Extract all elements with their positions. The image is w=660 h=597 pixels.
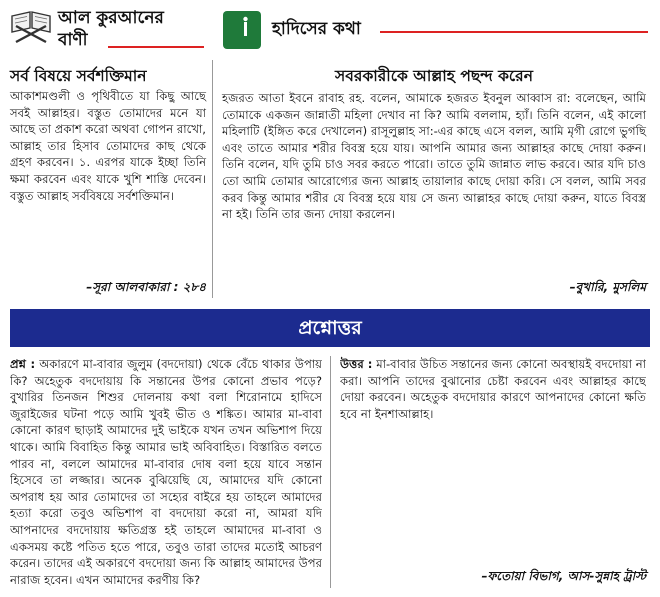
answer-text: মা-বাবার উচিত সন্তানের জন্য কোনো অবস্থায়ই বদদোয়া না করা। আপনি তাদের বুঝানোর চেষ্টা করবেন এবং আল্লাহর কাছে দোয়া করবেন। অহেতুক বদদোয়ার কারণে আপনাদের কোনো ক্ষতি হবে না ইনশাআল্লাহ। <box>340 357 646 421</box>
question-text: অকারণে মা-বাবার জুলুম (বদদোয়া) থেকে বেঁচে থাকার উপায় কি? অহেতুক বদদোয়ায় কি সন্তানের উপর কোনো প্রভাব পড়ে? বুখারির তিনজন শিশুর দোলনায় কথা বলা শিরোনামে হাদিসে জুরাইজের ঘটনা পড়ে আমি খুবই ভীত ও শঙ্কিত। আমার মা-বাবা কোনো কারণ ছাড়াই আমাদের দুই ভাইকে যখন তখন অভিশাপ দিয়ে থাকে। আমি বিবাহিত কিন্তু আমার ভাই অবিবাহিত। বিস্তারিত বলতে পারব না, বললে আমাদের মা-বাবার দোষ বলা হয়ে যাবে সন্তান হিসেবে তা লজ্জার। অনেক বুঝিয়েছি যে, আমাদের যদি কোনো অপরাধ হয় আর তোমাদের তা সহ্যের বাইরে হয় তাহলে আমাদের হত্যা করো তবুও অভিশাপ বা বদদোয়া করো না, আমরা যদি আপনাদের বদদোয়ায় ক্ষতিগ্রস্ত হই তাহলে আমাদের মা-বাবা ও একসময় কষ্টে পতিত হতে পারে, তবুও তারা তাদের মতোই আচরণ করেন। তাদের এই অকারণে বদদোয়া জন্য কি আল্লাহ আমাদের উপর নারাজ হবেন। এখন আমাদের করণীয় কি? <box>10 357 322 587</box>
qa-left-column <box>10 356 322 588</box>
qa-banner <box>10 309 650 347</box>
hadith-header: হাদিসের কথা <box>272 19 361 39</box>
quran-icon <box>8 4 54 44</box>
quran-source: –সূরা আলবাকারা : ২৮৪ <box>86 280 206 294</box>
quran-header-line1: আল কুরআনের <box>58 8 164 28</box>
top-column-divider <box>212 60 213 298</box>
quran-header-line2: বাণী <box>58 30 88 50</box>
hadith-icon <box>222 10 262 50</box>
hadith-header-rule <box>380 31 648 33</box>
hadith-source: –বুখারি, মুসলিম <box>569 280 646 294</box>
qa-right-column <box>340 356 646 566</box>
qa-banner-title: প্রশ্নোত্তর <box>298 317 362 339</box>
answer-label: উত্তর : <box>340 357 373 371</box>
quran-title: সর্ব বিষয়ে সর্বশক্তিমান <box>10 67 147 85</box>
qa-column-divider <box>330 356 331 588</box>
hadith-text: হজরত আতা ইবনে রাবাহ রহ. বলেন, আমাকে হজরত ইবনুল আব্বাস রা: বলেছেন, আমি তোমাকে একজন জান্নাতী মহিলা দেখাব না কি? আমি বললাম, হ্যাঁ। তিনি বলেন, এই কালো মহিলাটি (ইঙ্গিত করে দেখালেন) রাসূলুল্লাহ সা:-এর কাছে এসে বলল, আমি মৃগী রোগে ভুগছি এবং তাতে আমার শরীর বিবস্ত্র হয়ে যায়। আপনি আমার জন্য আল্লাহর কাছে দোয়া করুন। তিনি বলেন, যদি তুমি চাও সবর করতে পারো। তাতে তুমি জান্নাত লাভ করবে। আর যদি চাও তো আমি তোমার আরোগ্যের জন্য আল্লাহ তায়ালার কাছে দোয়া করি। সে বলল, আমি সবর করব কিন্তু আমার শরীর যে বিবস্ত্র হয়ে যায় সে জন্য আল্লাহর কাছে দোয়া করুন, যাতে বিবস্ত্র না হই। তিনি তার জন্য দোয়া করলেন। <box>222 91 646 222</box>
qa-source: –ফতোয়া বিভাগ, আস-সুন্নাহ ট্রাস্ট <box>481 569 646 583</box>
quran-text: আকাশমণ্ডলী ও পৃথিবীতে যা কিছু আছে সবই আল্লাহর। বস্তুত তোমাদের মনে যা আছে তা প্রকাশ করো অথবা গোপন রাখো, আল্লাহ তার হিসাব তোমাদের কাছ থেকে গ্রহণ করবেন। ১. এরপর যাকে ইচ্ছা তিনি ক্ষমা করবেন এবং যাকে খুশি শাস্তি দেবেন। বস্তুত আল্লাহ সর্ববিষয়ে সর্বশক্তিমান। <box>10 89 206 203</box>
quran-header-rule <box>108 46 204 48</box>
hadith-title: সবরকারীকে আল্লাহ পছন্দ করেন <box>335 67 533 85</box>
question-label: প্রশ্ন : <box>10 357 36 371</box>
